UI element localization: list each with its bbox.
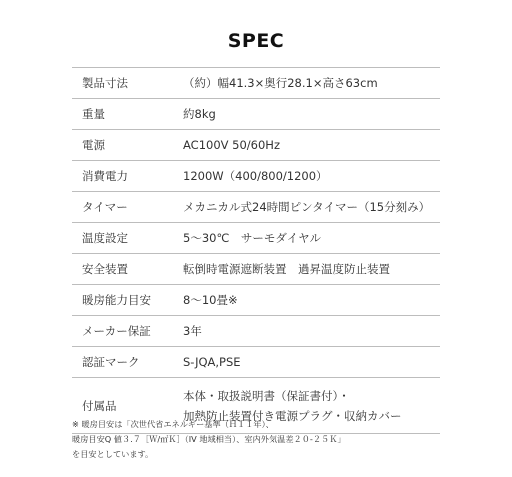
spec-value-text: メカニカル式24時間ピンタイマー（15分刻み） bbox=[183, 200, 431, 214]
spec-value-text: 1200W（400/800/1200） bbox=[183, 169, 328, 183]
spec-label: 付属品 bbox=[82, 398, 117, 413]
spec-value-line: 本体・取扱説明書（保証書付）・ bbox=[183, 388, 350, 403]
spec-value bbox=[183, 285, 440, 315]
spec-value-text: 約8kg bbox=[183, 107, 216, 121]
spec-table bbox=[72, 67, 440, 434]
spec-label: 電源 bbox=[82, 138, 105, 152]
spec-value bbox=[183, 347, 440, 377]
spec-value-line: 加熱防止装置付き電源プラグ・収納カバー bbox=[183, 408, 402, 423]
spec-row-heating-capacity bbox=[72, 285, 440, 316]
spec-label: タイマー bbox=[82, 200, 128, 214]
spec-label: 安全装置 bbox=[82, 262, 128, 276]
spec-value-text: 8〜10畳※ bbox=[183, 293, 238, 307]
spec-value bbox=[183, 192, 440, 222]
footnote-line: 暖房目安Q 値３.７［Ｗ/㎡Ｋ］（IV 地域相当）、室内外気温差２０-２５Ｋ」 bbox=[72, 434, 346, 444]
spec-value bbox=[183, 130, 440, 160]
spec-row-certification bbox=[72, 347, 440, 378]
spec-value-text: S-JQA,PSE bbox=[183, 355, 241, 369]
spec-label: 認証マーク bbox=[82, 355, 140, 369]
spec-row-warranty bbox=[72, 316, 440, 347]
spec-row-weight bbox=[72, 99, 440, 130]
spec-row-power-supply bbox=[72, 130, 440, 161]
spec-value bbox=[183, 223, 440, 253]
spec-value-text: AC100V 50/60Hz bbox=[183, 138, 280, 152]
footnote-line: ※ 暖房目安は「次世代省エネルギー基準（Ｈ１１年）、 bbox=[72, 419, 274, 429]
spec-row-temperature bbox=[72, 223, 440, 254]
spec-value-text: 3年 bbox=[183, 324, 202, 338]
spec-label: 暖房能力目安 bbox=[82, 293, 151, 307]
spec-value bbox=[183, 316, 440, 346]
spec-value bbox=[183, 254, 440, 284]
spec-row-safety bbox=[72, 254, 440, 285]
spec-value bbox=[183, 99, 440, 129]
spec-label: 温度設定 bbox=[82, 231, 128, 245]
spec-label: 重量 bbox=[82, 107, 105, 121]
spec-row-dimensions bbox=[72, 68, 440, 99]
page-title: SPEC bbox=[227, 30, 285, 52]
spec-value bbox=[183, 68, 440, 98]
spec-value-text: （約）幅41.3×奥行28.1×高さ63cm bbox=[183, 76, 378, 90]
footnote bbox=[72, 417, 346, 462]
spec-label: 消費電力 bbox=[82, 169, 128, 183]
spec-row-power-consumption bbox=[72, 161, 440, 192]
spec-label: 製品寸法 bbox=[82, 76, 128, 90]
spec-value-text: 転倒時電源遮断装置 過昇温度防止装置 bbox=[183, 262, 390, 276]
spec-row-timer bbox=[72, 192, 440, 223]
footnote-line: を目安としています。 bbox=[72, 449, 154, 459]
spec-value bbox=[183, 161, 440, 191]
spec-value-text: 5〜30℃ サーモダイヤル bbox=[183, 231, 322, 245]
spec-label: メーカー保証 bbox=[82, 324, 151, 338]
